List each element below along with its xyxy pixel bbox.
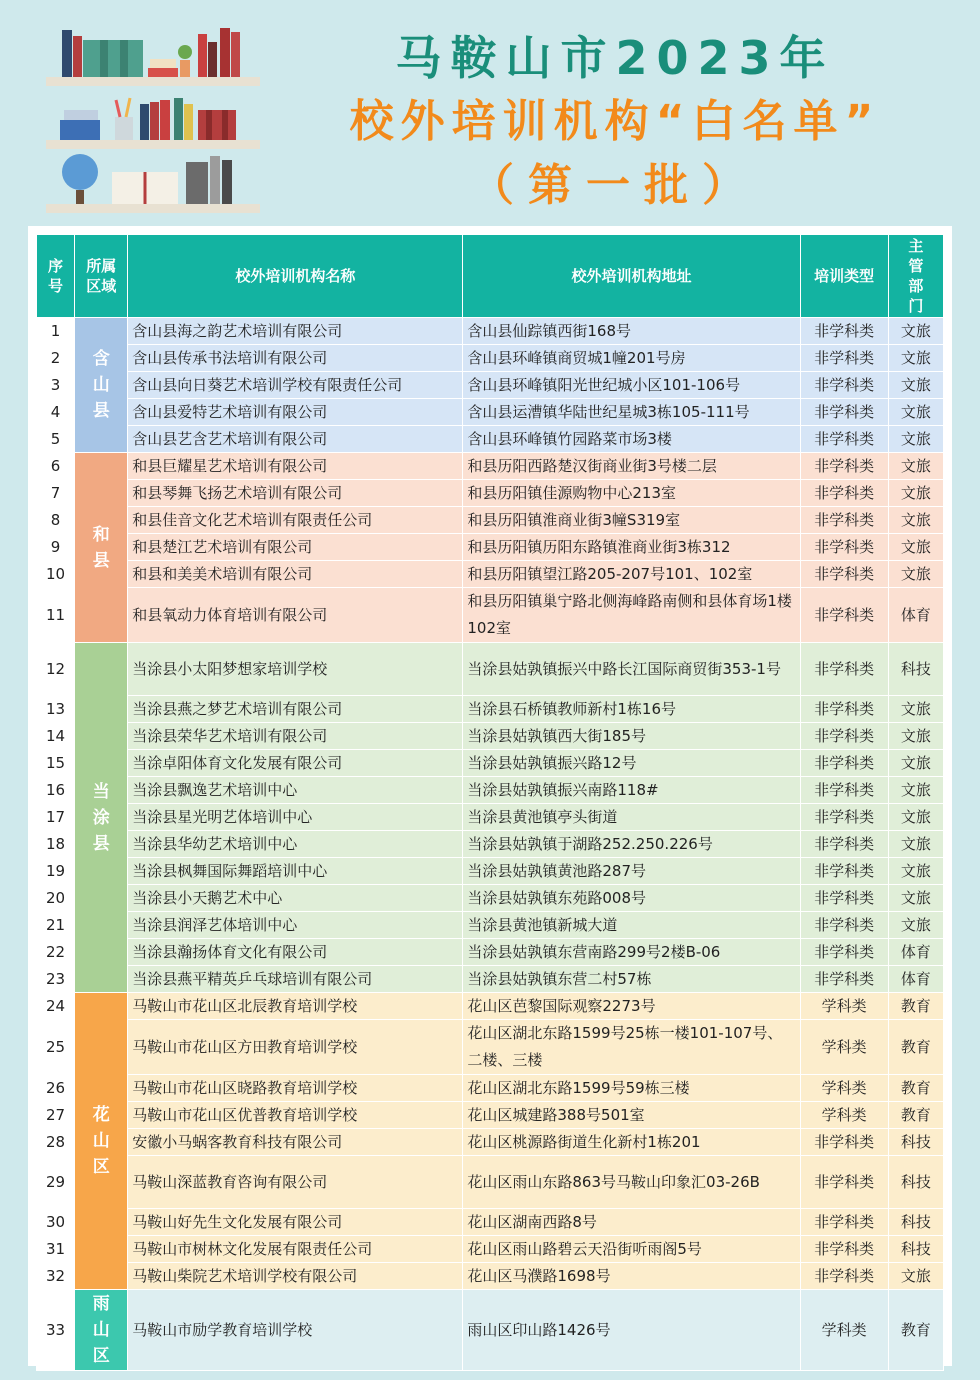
- table-row: [37, 885, 944, 912]
- institution-address: 当涂县姑孰镇于湖路252.250.226号: [463, 831, 800, 858]
- row-index: 1: [37, 318, 75, 345]
- row-index: 22: [37, 939, 75, 966]
- supervising-dept: 教育: [888, 1290, 943, 1371]
- row-index: 29: [37, 1156, 75, 1209]
- title-batch-line: （第一批）: [470, 160, 760, 211]
- region-label-text: 当涂县: [92, 781, 110, 854]
- supervising-dept: 文旅: [888, 480, 943, 507]
- table-row: [37, 1020, 944, 1075]
- region-label: [75, 993, 128, 1290]
- whitelist-sheet: [28, 226, 952, 1366]
- training-type: 非学科类: [800, 480, 888, 507]
- training-type: 非学科类: [800, 966, 888, 993]
- supervising-dept: 体育: [888, 588, 943, 643]
- table-row: [37, 750, 944, 777]
- training-type: 非学科类: [800, 426, 888, 453]
- training-type: 非学科类: [800, 561, 888, 588]
- institution-name: 当涂县小太阳梦想家培训学校: [128, 643, 463, 696]
- document-title: [270, 28, 960, 216]
- training-type: 非学科类: [800, 345, 888, 372]
- row-index: 7: [37, 480, 75, 507]
- institution-name: 和县琴舞飞扬艺术培训有限公司: [128, 480, 463, 507]
- training-type: 非学科类: [800, 1156, 888, 1209]
- institution-address: 当涂县石桥镇教师新村1栋16号: [463, 696, 800, 723]
- table-row: [37, 939, 944, 966]
- institution-name: 当涂县华幼艺术培训中心: [128, 831, 463, 858]
- institution-name: 当涂县燕平精英乒乓球培训有限公司: [128, 966, 463, 993]
- institution-name: 当涂县小天鹅艺术中心: [128, 885, 463, 912]
- institution-address: 和县历阳西路楚汉街商业街3号楼二层: [463, 453, 800, 480]
- institution-address: 花山区湖南西路8号: [463, 1209, 800, 1236]
- training-type: 学科类: [800, 1075, 888, 1102]
- institution-name: 当涂县荣华艺术培训有限公司: [128, 723, 463, 750]
- institution-address: 花山区湖北东路1599号59栋三楼: [463, 1075, 800, 1102]
- region-label: [75, 453, 128, 643]
- table-row: [37, 912, 944, 939]
- row-index: 13: [37, 696, 75, 723]
- institution-name: 马鞍山市花山区优普教育培训学校: [128, 1102, 463, 1129]
- supervising-dept: 体育: [888, 939, 943, 966]
- institution-address: 当涂县姑孰镇东苑路008号: [463, 885, 800, 912]
- table-body: [37, 318, 944, 1371]
- institution-address: 花山区芭黎国际观察2273号: [463, 993, 800, 1020]
- training-type: 非学科类: [800, 453, 888, 480]
- supervising-dept: 科技: [888, 643, 943, 696]
- training-type: 非学科类: [800, 534, 888, 561]
- table-row: [37, 318, 944, 345]
- supervising-dept: 文旅: [888, 696, 943, 723]
- row-index: 12: [37, 643, 75, 696]
- table-row: [37, 993, 944, 1020]
- table-row: [37, 588, 944, 643]
- institution-address: 当涂县姑孰镇黄池路287号: [463, 858, 800, 885]
- row-index: 18: [37, 831, 75, 858]
- institution-address: 花山区湖北东路1599号25栋一楼101-107号、二楼、三楼: [463, 1020, 800, 1075]
- table-row: [37, 1156, 944, 1209]
- header-dept: 主管部门: [888, 235, 943, 318]
- row-index: 14: [37, 723, 75, 750]
- header-type: 培训类型: [800, 235, 888, 318]
- institution-name: 当涂县润泽艺体培训中心: [128, 912, 463, 939]
- training-type: 非学科类: [800, 318, 888, 345]
- supervising-dept: 教育: [888, 1075, 943, 1102]
- row-index: 31: [37, 1236, 75, 1263]
- row-index: 19: [37, 858, 75, 885]
- region-label-text: 花山区: [92, 1105, 110, 1177]
- institution-address: 和县历阳镇佳源购物中心213室: [463, 480, 800, 507]
- supervising-dept: 文旅: [888, 534, 943, 561]
- training-type: 非学科类: [800, 804, 888, 831]
- supervising-dept: 文旅: [888, 750, 943, 777]
- institution-name: 和县佳音文化艺术培训有限责任公司: [128, 507, 463, 534]
- training-type: 非学科类: [800, 912, 888, 939]
- institution-address: 雨山区印山路1426号: [463, 1290, 800, 1371]
- supervising-dept: 文旅: [888, 372, 943, 399]
- row-index: 30: [37, 1209, 75, 1236]
- institution-name: 和县巨耀星艺术培训有限公司: [128, 453, 463, 480]
- row-index: 10: [37, 561, 75, 588]
- institution-name: 当涂县瀚扬体育文化有限公司: [128, 939, 463, 966]
- table-row: [37, 777, 944, 804]
- supervising-dept: 文旅: [888, 804, 943, 831]
- institution-name: 马鞍山市励学教育培训学校: [128, 1290, 463, 1371]
- region-label-text: 含山县: [92, 349, 110, 421]
- institution-address: 含山县仙踪镇西街168号: [463, 318, 800, 345]
- institution-address: 当涂县黄池镇亭头街道: [463, 804, 800, 831]
- table-row: [37, 1209, 944, 1236]
- institution-name: 马鞍山市花山区北辰教育培训学校: [128, 993, 463, 1020]
- institution-address: 和县历阳镇望江路205-207号101、102室: [463, 561, 800, 588]
- training-type: 非学科类: [800, 939, 888, 966]
- institution-name: 含山县艺含艺术培训有限公司: [128, 426, 463, 453]
- table-row: [37, 1236, 944, 1263]
- supervising-dept: 教育: [888, 993, 943, 1020]
- table-row: [37, 507, 944, 534]
- table-row: [37, 804, 944, 831]
- training-type: 非学科类: [800, 723, 888, 750]
- institution-name: 当涂县枫舞国际舞蹈培训中心: [128, 858, 463, 885]
- row-index: 26: [37, 1075, 75, 1102]
- supervising-dept: 文旅: [888, 561, 943, 588]
- institution-address: 花山区雨山东路863号马鞍山印象汇03-26B: [463, 1156, 800, 1209]
- bookshelf-illustration: [40, 22, 270, 227]
- header-index: 序号: [37, 235, 75, 318]
- supervising-dept: 文旅: [888, 1263, 943, 1290]
- title-whitelist-line: 校外培训机构“白名单”: [349, 96, 881, 147]
- row-index: 32: [37, 1263, 75, 1290]
- row-index: 2: [37, 345, 75, 372]
- table-header-row: [37, 235, 944, 318]
- institution-address: 花山区雨山路碧云天沿街听雨阁5号: [463, 1236, 800, 1263]
- table-row: [37, 1263, 944, 1290]
- supervising-dept: 文旅: [888, 426, 943, 453]
- row-index: 17: [37, 804, 75, 831]
- supervising-dept: 科技: [888, 1156, 943, 1209]
- institution-address: 当涂县黄池镇新城大道: [463, 912, 800, 939]
- institution-address: 和县历阳镇历阳东路镇淮商业街3栋312: [463, 534, 800, 561]
- table-row: [37, 831, 944, 858]
- institution-name: 马鞍山柴院艺术培训学校有限公司: [128, 1263, 463, 1290]
- institution-address: 当涂县姑孰镇东营南路299号2楼B-06: [463, 939, 800, 966]
- row-index: 33: [37, 1290, 75, 1371]
- training-type: 非学科类: [800, 831, 888, 858]
- table-row: [37, 480, 944, 507]
- training-type: 非学科类: [800, 643, 888, 696]
- institution-address: 花山区城建路388号501室: [463, 1102, 800, 1129]
- institution-address: 含山县运漕镇华陆世纪星城3栋105-111号: [463, 399, 800, 426]
- table-row: [37, 1102, 944, 1129]
- training-type: 非学科类: [800, 1129, 888, 1156]
- training-type: 非学科类: [800, 507, 888, 534]
- table-row: [37, 966, 944, 993]
- training-type: 非学科类: [800, 372, 888, 399]
- row-index: 24: [37, 993, 75, 1020]
- institution-name: 马鞍山深蓝教育咨询有限公司: [128, 1156, 463, 1209]
- region-label-text: 和县: [92, 524, 110, 571]
- header-region: 所属区域: [75, 235, 128, 318]
- training-type: 非学科类: [800, 399, 888, 426]
- title-year-line: 马鞍山市2023年: [395, 31, 835, 85]
- institution-name: 含山县爱特艺术培训有限公司: [128, 399, 463, 426]
- supervising-dept: 教育: [888, 1102, 943, 1129]
- institution-name: 和县楚江艺术培训有限公司: [128, 534, 463, 561]
- institution-name: 当涂县燕之梦艺术培训有限公司: [128, 696, 463, 723]
- whitelist-table: [36, 234, 944, 1371]
- region-label: [75, 318, 128, 453]
- training-type: 非学科类: [800, 1236, 888, 1263]
- table-row: [37, 1290, 944, 1371]
- supervising-dept: 文旅: [888, 723, 943, 750]
- institution-address: 当涂县姑孰镇东营二村57栋: [463, 966, 800, 993]
- training-type: 非学科类: [800, 885, 888, 912]
- supervising-dept: 文旅: [888, 858, 943, 885]
- training-type: 非学科类: [800, 750, 888, 777]
- institution-address: 和县历阳镇淮商业街3幢S319室: [463, 507, 800, 534]
- row-index: 9: [37, 534, 75, 561]
- region-label: [75, 643, 128, 993]
- institution-address: 花山区马濮路1698号: [463, 1263, 800, 1290]
- row-index: 8: [37, 507, 75, 534]
- institution-name: 安徽小马蜗客教育科技有限公司: [128, 1129, 463, 1156]
- institution-name: 和县和美美术培训有限公司: [128, 561, 463, 588]
- training-type: 非学科类: [800, 696, 888, 723]
- institution-address: 当涂县姑孰镇西大街185号: [463, 723, 800, 750]
- training-type: 非学科类: [800, 1209, 888, 1236]
- row-index: 27: [37, 1102, 75, 1129]
- institution-address: 当涂县姑孰镇振兴路12号: [463, 750, 800, 777]
- row-index: 15: [37, 750, 75, 777]
- institution-name: 马鞍山市花山区晓路教育培训学校: [128, 1075, 463, 1102]
- institution-address: 含山县环峰镇商贸城1幢201号房: [463, 345, 800, 372]
- supervising-dept: 文旅: [888, 453, 943, 480]
- row-index: 20: [37, 885, 75, 912]
- institution-address: 当涂县姑孰镇振兴中路长江国际商贸街353-1号: [463, 643, 800, 696]
- supervising-dept: 教育: [888, 1020, 943, 1075]
- institution-name: 和县氧动力体育培训有限公司: [128, 588, 463, 643]
- row-index: 21: [37, 912, 75, 939]
- supervising-dept: 文旅: [888, 507, 943, 534]
- supervising-dept: 科技: [888, 1236, 943, 1263]
- training-type: 非学科类: [800, 858, 888, 885]
- institution-address: 含山县环峰镇竹园路菜市场3楼: [463, 426, 800, 453]
- table-row: [37, 696, 944, 723]
- training-type: 学科类: [800, 993, 888, 1020]
- table-row: [37, 534, 944, 561]
- table-row: [37, 643, 944, 696]
- row-index: 5: [37, 426, 75, 453]
- supervising-dept: 文旅: [888, 831, 943, 858]
- header-address: 校外培训机构地址: [463, 235, 800, 318]
- table-row: [37, 372, 944, 399]
- table-row: [37, 723, 944, 750]
- row-index: 3: [37, 372, 75, 399]
- supervising-dept: 文旅: [888, 345, 943, 372]
- row-index: 6: [37, 453, 75, 480]
- supervising-dept: 体育: [888, 966, 943, 993]
- institution-address: 含山县环峰镇阳光世纪城小区101-106号: [463, 372, 800, 399]
- table-row: [37, 453, 944, 480]
- institution-name: 马鞍山市花山区方田教育培训学校: [128, 1020, 463, 1075]
- training-type: 学科类: [800, 1020, 888, 1075]
- supervising-dept: 科技: [888, 1209, 943, 1236]
- institution-name: 当涂卓阳体育文化发展有限公司: [128, 750, 463, 777]
- header-name: 校外培训机构名称: [128, 235, 463, 318]
- row-index: 4: [37, 399, 75, 426]
- training-type: 学科类: [800, 1102, 888, 1129]
- supervising-dept: 文旅: [888, 912, 943, 939]
- institution-name: 含山县海之韵艺术培训有限公司: [128, 318, 463, 345]
- training-type: 非学科类: [800, 777, 888, 804]
- table-row: [37, 1075, 944, 1102]
- table-row: [37, 345, 944, 372]
- supervising-dept: 科技: [888, 1129, 943, 1156]
- institution-name: 含山县向日葵艺术培训学校有限责任公司: [128, 372, 463, 399]
- table-row: [37, 1129, 944, 1156]
- institution-name: 含山县传承书法培训有限公司: [128, 345, 463, 372]
- table-row: [37, 561, 944, 588]
- row-index: 16: [37, 777, 75, 804]
- supervising-dept: 文旅: [888, 777, 943, 804]
- training-type: 学科类: [800, 1290, 888, 1371]
- table-row: [37, 858, 944, 885]
- supervising-dept: 文旅: [888, 399, 943, 426]
- institution-name: 当涂县飘逸艺术培训中心: [128, 777, 463, 804]
- row-index: 25: [37, 1020, 75, 1075]
- region-label: [75, 1290, 128, 1371]
- institution-name: 马鞍山市树林文化发展有限责任公司: [128, 1236, 463, 1263]
- table-row: [37, 399, 944, 426]
- institution-name: 马鞍山好先生文化发展有限公司: [128, 1209, 463, 1236]
- row-index: 28: [37, 1129, 75, 1156]
- institution-address: 当涂县姑孰镇振兴南路118#: [463, 777, 800, 804]
- region-label-text: 雨山区: [92, 1294, 110, 1366]
- institution-address: 和县历阳镇巢宁路北侧海峰路南侧和县体育场1楼102室: [463, 588, 800, 643]
- institution-name: 当涂县星光明艺体培训中心: [128, 804, 463, 831]
- table-row: [37, 426, 944, 453]
- supervising-dept: 文旅: [888, 885, 943, 912]
- training-type: 非学科类: [800, 1263, 888, 1290]
- supervising-dept: 文旅: [888, 318, 943, 345]
- row-index: 11: [37, 588, 75, 643]
- training-type: 非学科类: [800, 588, 888, 643]
- row-index: 23: [37, 966, 75, 993]
- institution-address: 花山区桃源路街道生化新村1栋201: [463, 1129, 800, 1156]
